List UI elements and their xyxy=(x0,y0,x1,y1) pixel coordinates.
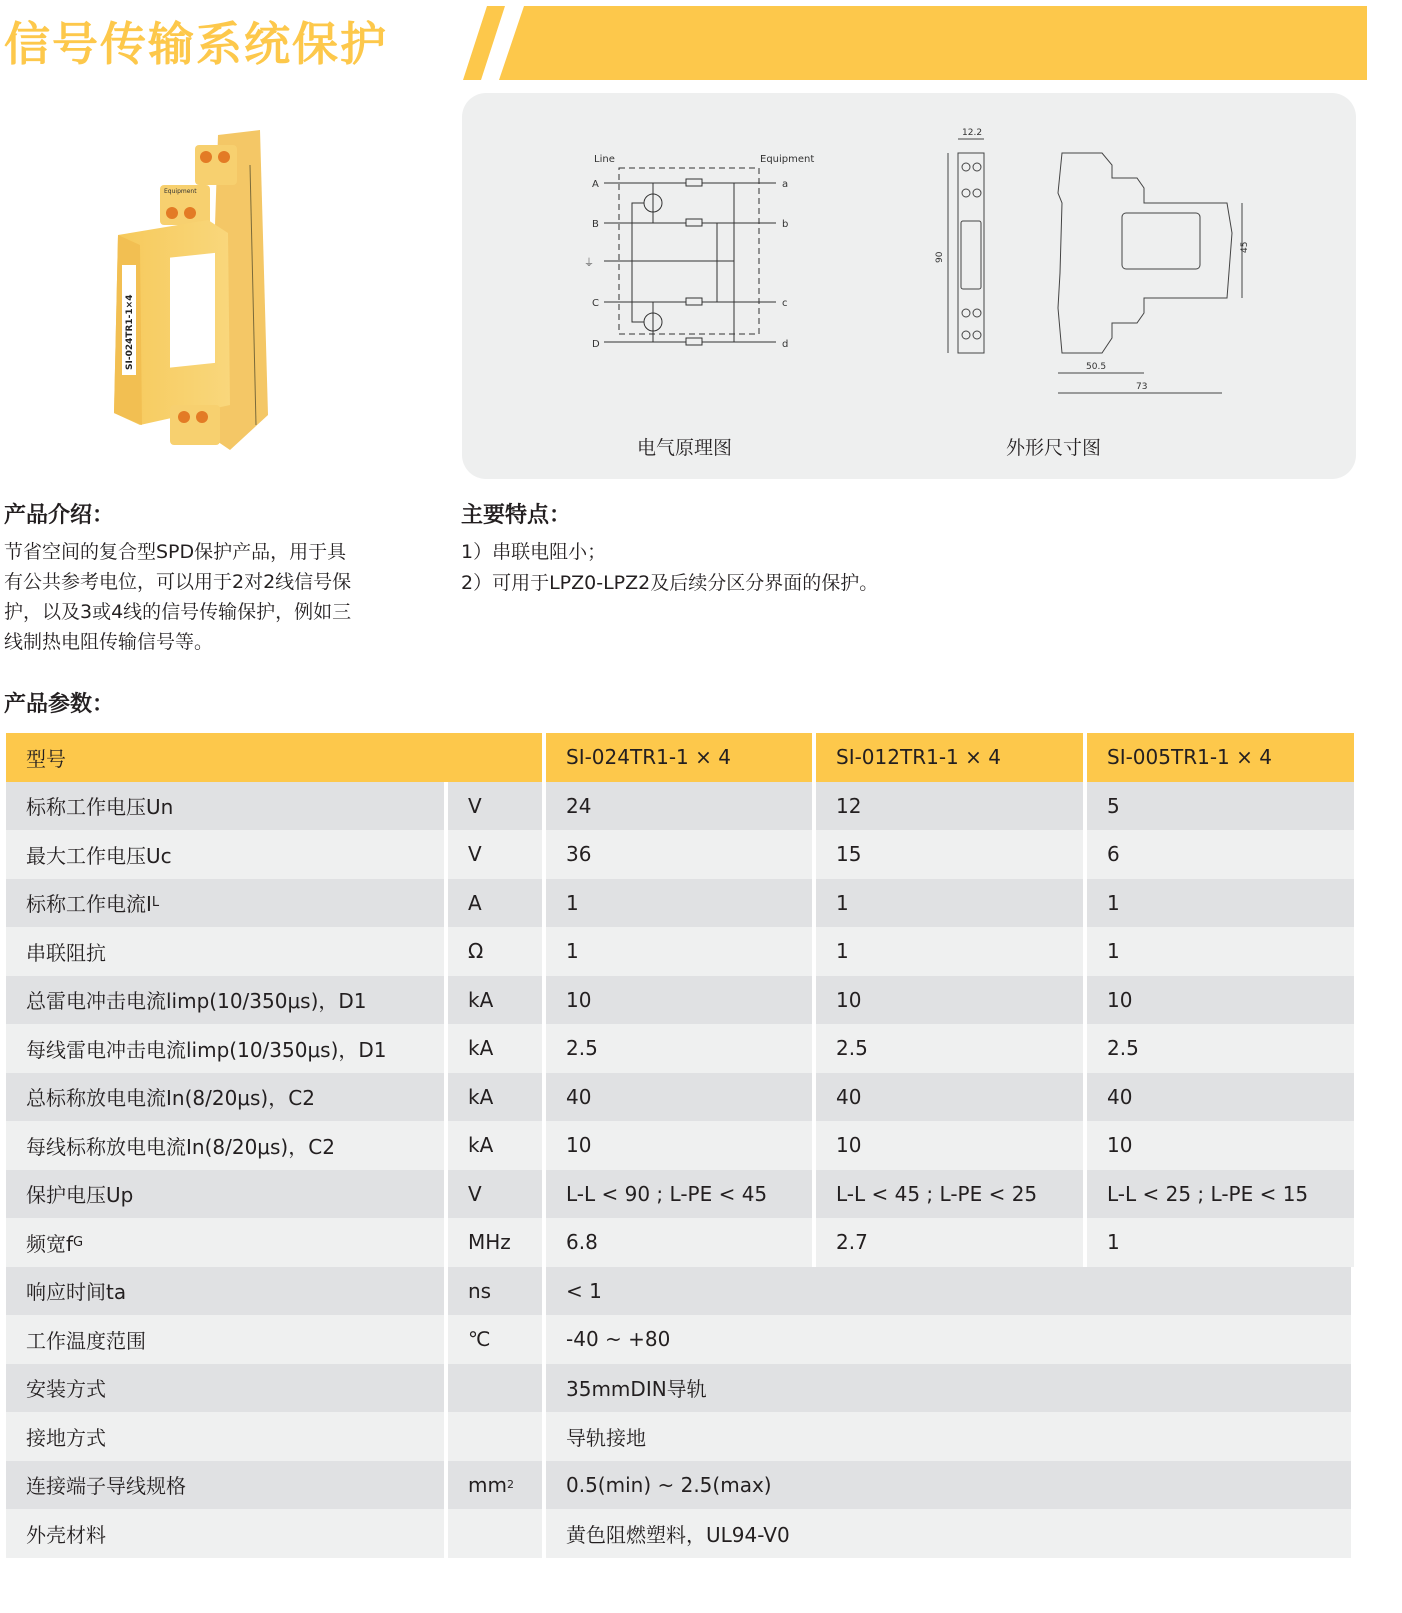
row-value: 2.5 xyxy=(1087,1024,1354,1073)
table-row xyxy=(6,1364,1354,1413)
table-row xyxy=(6,830,1354,879)
row-unit: V xyxy=(448,830,542,879)
svg-text:12.2: 12.2 xyxy=(962,128,983,138)
svg-text:c: c xyxy=(782,298,788,309)
row-value: 10 xyxy=(546,1121,812,1170)
feature-item: 2）可用于LPZ0-LPZ2及后续分区分界面的保护。 xyxy=(461,572,879,594)
row-value: L-L < 45 ; L-PE < 25 xyxy=(816,1170,1083,1219)
row-value: 12 xyxy=(816,782,1083,831)
row-label-subscript: L xyxy=(151,895,160,911)
row-value: 10 xyxy=(816,976,1083,1025)
header-model-3: SI-005TR1-1 × 4 xyxy=(1087,733,1354,782)
table-row xyxy=(6,1073,1354,1122)
intro-line: 有公共参考电位，可以用于2对2线信号保 xyxy=(4,571,352,593)
row-unit xyxy=(448,1509,542,1558)
row-unit: kA xyxy=(448,1073,542,1122)
svg-text:73: 73 xyxy=(1136,382,1148,392)
dimension-drawing xyxy=(922,123,1282,413)
features-list xyxy=(461,537,878,599)
row-value: 1 xyxy=(816,879,1083,928)
row-unit: ns xyxy=(448,1267,542,1316)
row-label: 总标称放电电流In(8/20μs)，C2 xyxy=(6,1073,444,1122)
row-unit: V xyxy=(448,1170,542,1219)
row-label: 每线标称放电电流In(8/20μs)，C2 xyxy=(6,1121,444,1170)
intro-heading: 产品介绍： xyxy=(4,503,115,528)
table-row xyxy=(6,976,1354,1025)
dimension-caption: 外形尺寸图 xyxy=(1006,437,1102,459)
svg-text:A: A xyxy=(592,179,599,190)
row-unit xyxy=(448,1461,542,1510)
header-model-1: SI-024TR1-1 × 4 xyxy=(546,733,812,782)
row-value: 40 xyxy=(1087,1073,1354,1122)
banner-stripe xyxy=(499,6,1367,80)
svg-text:B: B xyxy=(592,219,599,230)
row-value: 2.7 xyxy=(816,1218,1083,1267)
svg-text:a: a xyxy=(782,179,789,190)
row-label: 工作温度范围 xyxy=(6,1315,444,1364)
svg-text:D: D xyxy=(592,339,600,350)
row-value: 1 xyxy=(1087,879,1354,928)
row-unit xyxy=(448,1364,542,1413)
row-value: 1 xyxy=(1087,927,1354,976)
row-value: L-L < 90 ; L-PE < 45 xyxy=(546,1170,812,1219)
row-value: 黄色阻燃塑料，UL94-V0 xyxy=(546,1509,1351,1558)
row-value: 6.8 xyxy=(546,1218,812,1267)
header-model-label: 型号 xyxy=(6,733,542,782)
row-label: 连接端子导线规格 xyxy=(6,1461,444,1510)
row-unit: kA xyxy=(448,976,542,1025)
row-label: 接地方式 xyxy=(6,1412,444,1461)
diagram-panel xyxy=(462,93,1356,479)
intro-line: 护，以及3或4线的信号传输保护，例如三 xyxy=(4,601,352,623)
table-header-row xyxy=(6,733,1354,782)
row-label: 每线雷电冲击电流limp(10/350μs)，D1 xyxy=(6,1024,444,1073)
row-label-text: 频宽f xyxy=(26,1231,74,1256)
row-value: 导轨接地 xyxy=(546,1412,1351,1461)
row-unit: kA xyxy=(448,1121,542,1170)
svg-text:b: b xyxy=(782,219,789,230)
svg-text:d: d xyxy=(782,339,789,350)
row-unit-text: mm xyxy=(468,1472,507,1497)
row-value: -40 ~ +80 xyxy=(546,1315,1351,1364)
intro-line: 线制热电阻传输信号等。 xyxy=(4,631,214,653)
row-unit-superscript: 2 xyxy=(506,1478,514,1492)
row-unit: ℃ xyxy=(448,1315,542,1364)
row-value: 35mmDIN导轨 xyxy=(546,1364,1351,1413)
row-unit xyxy=(448,1412,542,1461)
table-row xyxy=(6,1170,1354,1219)
schematic-caption: 电气原理图 xyxy=(637,437,733,459)
row-value: 10 xyxy=(546,976,812,1025)
table-row xyxy=(6,1267,1354,1316)
svg-text:C: C xyxy=(592,298,599,309)
row-label: 外壳材料 xyxy=(6,1509,444,1558)
row-value: 1 xyxy=(1087,1218,1354,1267)
svg-text:Equipment: Equipment xyxy=(760,154,815,165)
row-unit: kA xyxy=(448,1024,542,1073)
row-label: 保护电压Up xyxy=(6,1170,444,1219)
row-value: 1 xyxy=(546,927,812,976)
banner-stripe-thin xyxy=(463,6,505,80)
row-unit: MHz xyxy=(448,1218,542,1267)
params-heading: 产品参数： xyxy=(4,692,115,717)
row-label: 串联阻抗 xyxy=(6,927,444,976)
row-value: L-L < 25 ; L-PE < 15 xyxy=(1087,1170,1354,1219)
row-value: 2.5 xyxy=(816,1024,1083,1073)
page-title: 信号传输系统保护 xyxy=(4,17,388,71)
row-value: 40 xyxy=(816,1073,1083,1122)
feature-item: 1）串联电阻小； xyxy=(461,541,607,563)
schematic-diagram xyxy=(582,148,842,358)
row-unit: Ω xyxy=(448,927,542,976)
svg-text:90: 90 xyxy=(935,251,945,263)
table-row xyxy=(6,1509,1354,1558)
row-label: 标称工作电压Un xyxy=(6,782,444,831)
intro-text xyxy=(4,537,404,657)
row-label: 安装方式 xyxy=(6,1364,444,1413)
features-heading: 主要特点： xyxy=(461,503,572,528)
row-label xyxy=(6,879,444,928)
row-value: 15 xyxy=(816,830,1083,879)
spec-table xyxy=(6,733,1354,1558)
table-row xyxy=(6,1315,1354,1364)
row-value: 1 xyxy=(546,879,812,928)
row-value: 6 xyxy=(1087,830,1354,879)
svg-text:Line: Line xyxy=(594,154,615,165)
table-row xyxy=(6,879,1354,928)
table-row xyxy=(6,1024,1354,1073)
row-label: 总雷电冲击电流limp(10/350μs)，D1 xyxy=(6,976,444,1025)
row-value: 24 xyxy=(546,782,812,831)
row-label-text: 标称工作电流I xyxy=(26,892,152,917)
header-model-2: SI-012TR1-1 × 4 xyxy=(816,733,1083,782)
intro-line: 节省空间的复合型SPD保护产品，用于具 xyxy=(4,541,347,563)
row-value: 36 xyxy=(546,830,812,879)
table-row xyxy=(6,1218,1354,1267)
row-label xyxy=(6,1218,444,1267)
svg-text:Equipment: Equipment xyxy=(164,188,197,195)
row-value: 0.5(min) ~ 2.5(max) xyxy=(546,1461,1351,1510)
row-label-subscript: G xyxy=(73,1234,84,1250)
svg-text:SI-024TR1-1×4: SI-024TR1-1×4 xyxy=(125,294,135,370)
row-value: 10 xyxy=(1087,1121,1354,1170)
row-label: 最大工作电压Uc xyxy=(6,830,444,879)
row-value: 40 xyxy=(546,1073,812,1122)
table-row xyxy=(6,782,1354,831)
row-unit: A xyxy=(448,879,542,928)
table-row xyxy=(6,1412,1354,1461)
table-row xyxy=(6,1461,1354,1510)
row-label: 响应时间ta xyxy=(6,1267,444,1316)
table-row xyxy=(6,927,1354,976)
row-value: 2.5 xyxy=(546,1024,812,1073)
row-unit: V xyxy=(448,782,542,831)
svg-text:50.5: 50.5 xyxy=(1086,362,1107,372)
row-value: 5 xyxy=(1087,782,1354,831)
row-value: < 1 xyxy=(546,1267,1351,1316)
row-value: 1 xyxy=(816,927,1083,976)
product-photo xyxy=(100,125,300,455)
row-value: 10 xyxy=(1087,976,1354,1025)
row-value: 10 xyxy=(816,1121,1083,1170)
svg-text:⏚: ⏚ xyxy=(584,258,594,269)
svg-text:45: 45 xyxy=(1240,241,1250,253)
table-row xyxy=(6,1121,1354,1170)
